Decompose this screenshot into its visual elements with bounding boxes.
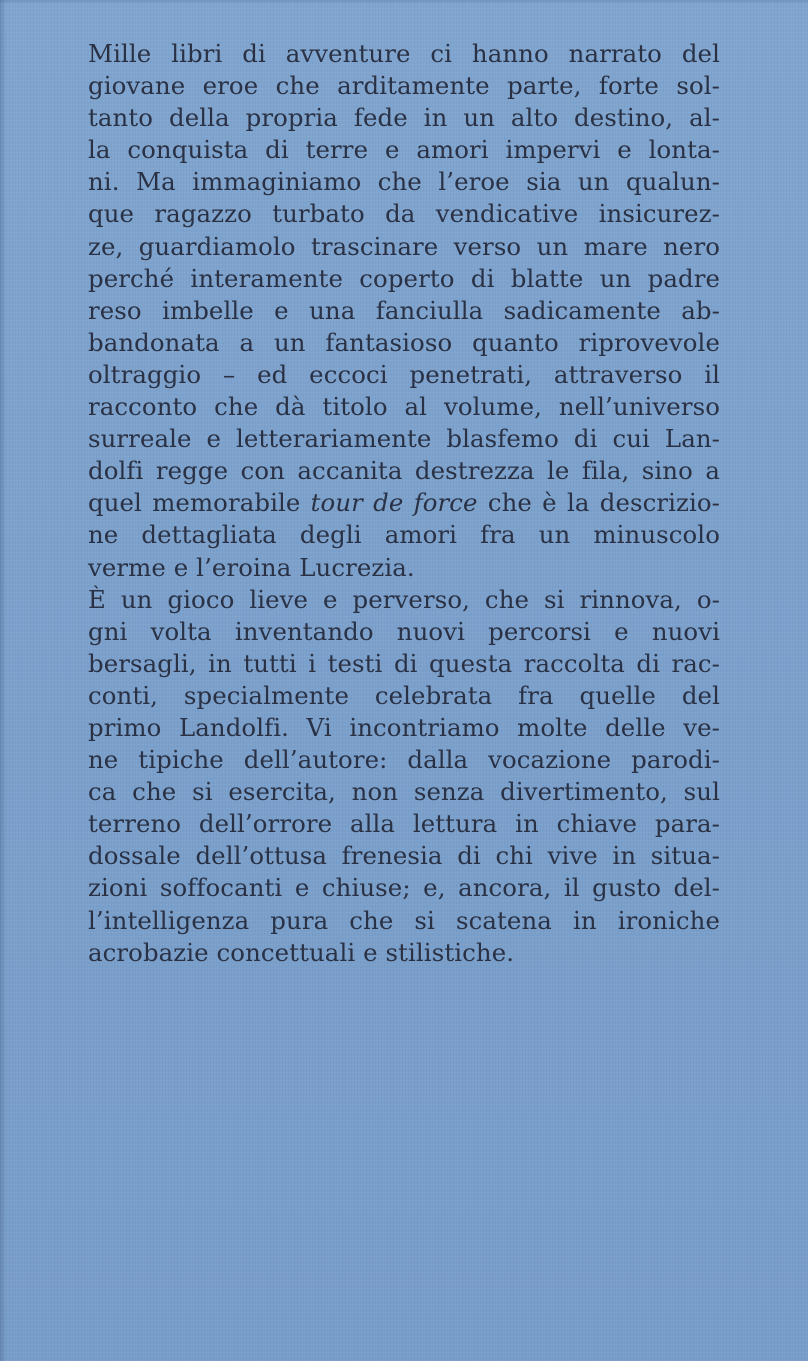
text-line: dossale dell’ottusa frenesia di chi vive in situa- — [88, 841, 720, 871]
text-line: verme e l’eroina Lucrezia. — [88, 552, 415, 582]
text-line: ca che si esercita, non senza divertimento, sul — [88, 777, 720, 807]
text-line: perché interamente coperto di blatte un padre — [88, 263, 720, 293]
text-line: ze, guardiamolo trascinare verso un mare nero — [88, 231, 720, 261]
text-line: surreale e letterariamente blasfemo di cui Lan- — [88, 424, 720, 454]
blurb-paragraph-1 — [88, 38, 720, 584]
text-line: racconto che dà titolo al volume, nell’universo — [88, 392, 720, 422]
text-line: dolfi regge con accanita destrezza le fila, sino a — [88, 456, 720, 486]
text-run: quel memorabile — [88, 488, 311, 518]
text-line: reso imbelle e una fanciulla sadicamente ab- — [88, 295, 720, 325]
text-line: È un gioco lieve e perverso, che si rinnova, o- — [88, 584, 720, 614]
cover-top-edge — [0, 0, 808, 4]
text-line: terreno dell’orrore alla lettura in chiave para- — [88, 809, 720, 839]
text-line: la conquista di terre e amori impervi e lonta- — [88, 135, 720, 165]
text-line: ne dettagliata degli amori fra un minuscolo — [88, 520, 720, 550]
text-line: Mille libri di avventure ci hanno narrato del — [88, 39, 720, 68]
text-line: zioni soffocanti e chiuse; e, ancora, il gusto del- — [88, 873, 720, 903]
text-line: ne tipiche dell’autore: dalla vocazione parodi- — [88, 745, 720, 775]
text-line: gni volta inventando nuovi percorsi e nuovi — [88, 616, 720, 646]
blurb-paragraph-2 — [88, 584, 720, 969]
text-line: l’intelligenza pura che si scatena in ironiche — [88, 905, 720, 935]
text-line: bandonata a un fantasioso quanto riprovevole — [88, 327, 720, 357]
text-line: acrobazie concettuali e stilistiche. — [88, 937, 515, 967]
cover-left-edge — [0, 0, 6, 1361]
text-line: giovane eroe che arditamente parte, forte sol- — [88, 71, 720, 101]
text-line: tanto della propria fede in un alto destino, al- — [88, 103, 720, 133]
text-line: oltraggio – ed eccoci penetrati, attraverso il — [88, 359, 720, 389]
text-line: que ragazzo turbato da vendicative insicurez- — [88, 199, 720, 229]
text-run: che è la descrizio- — [477, 488, 720, 518]
italic-phrase-tour-de-force: tour de force — [310, 488, 478, 518]
back-cover-blurb — [88, 38, 720, 969]
text-line: conti, specialmente celebrata fra quelle del — [88, 680, 720, 710]
text-line: primo Landolfi. Vi incontriamo molte delle ve- — [88, 712, 720, 742]
text-line: ni. Ma immaginiamo che l’eroe sia un qualun- — [88, 167, 720, 197]
text-line: bersagli, in tutti i testi di questa raccolta di rac- — [88, 648, 720, 678]
text-line-with-italic — [88, 487, 720, 519]
